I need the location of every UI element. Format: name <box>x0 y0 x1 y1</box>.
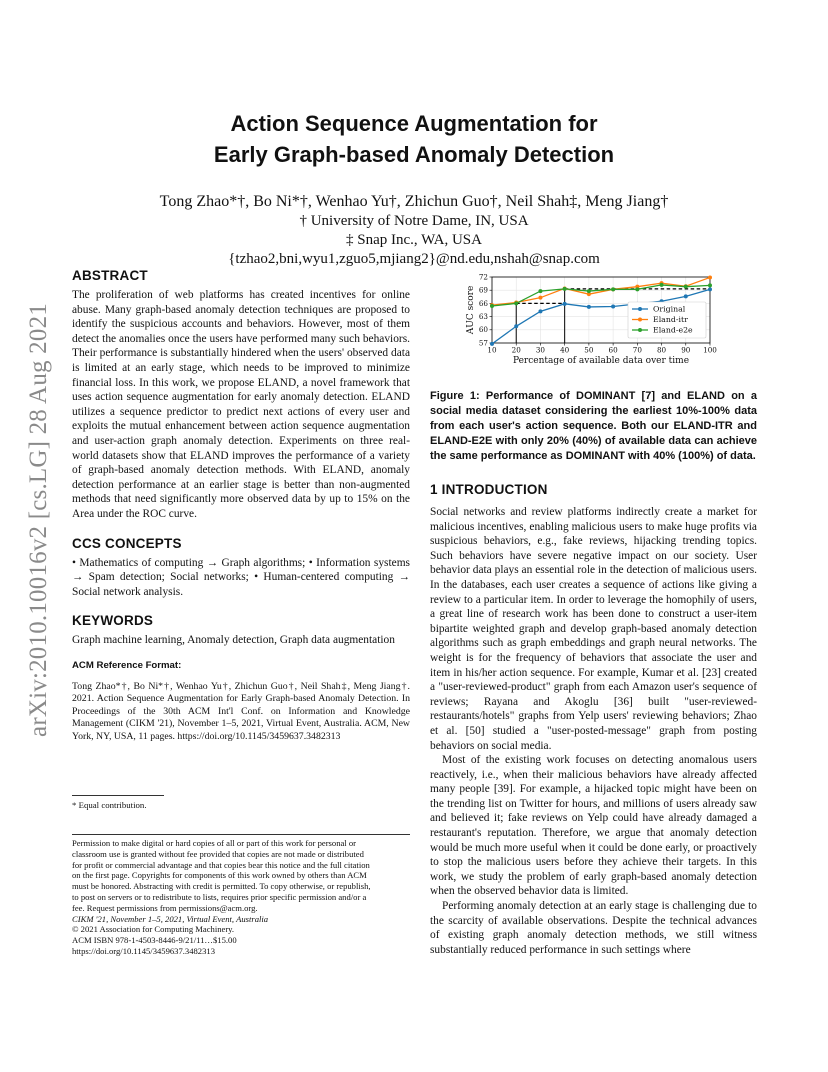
data-point <box>563 302 567 306</box>
arxiv-identifier: arXiv:2010.10016v2 [cs.LG] 28 Aug 2021 <box>25 303 52 737</box>
x-tick-label: 80 <box>656 345 667 355</box>
y-tick-label: 63 <box>478 312 488 321</box>
data-point <box>635 287 639 291</box>
permission-block <box>72 838 410 957</box>
x-tick-label: 40 <box>560 345 570 355</box>
keywords-text: Graph machine learning, Anomaly detection, Graph data augmentation <box>72 634 395 647</box>
figure-1-caption: Figure 1: Performance of DOMINANT [7] and ELAND on a social media dataset considering the earliest 10%-100% data from each user's action sequence. Both our ELAND-ITR and ELAND-E2E with only 20% (40%) of available data can achieve the same performance as DOMINANT with 40% (100%) of data. <box>430 390 757 462</box>
permission-line: classroom use is granted without fee provided that copies are not made or distributed <box>72 848 364 859</box>
reference-format-heading: ACM Reference Format: <box>72 659 182 671</box>
introduction-paragraph-3: Performing anomaly detection at an early stage is challenging due to the scarcity of available observations. Despite the technical advances of existing graph anomaly detection methods, we still witness substantially reduced performance in such settings where <box>430 900 757 956</box>
permission-line: must be honored. Abstracting with credit is permitted. To copy otherwise, or republish, <box>72 881 371 892</box>
data-point <box>490 342 494 346</box>
data-point <box>611 287 615 291</box>
permission-line: © 2021 Association for Computing Machinery. <box>72 924 235 935</box>
author-block <box>0 192 828 269</box>
data-point <box>684 285 688 289</box>
permission-line: for profit or commercial advantage and that copies bear this notice and the full citation <box>72 859 370 870</box>
introduction-heading: 1 INTRODUCTION <box>430 482 548 497</box>
permission-rule <box>72 834 410 835</box>
y-axis-label: AUC score <box>466 285 476 335</box>
left-column <box>72 268 410 753</box>
x-tick-label: 90 <box>681 345 691 355</box>
data-point <box>563 287 567 291</box>
y-tick-label: 60 <box>478 325 488 335</box>
x-tick-label: 70 <box>632 345 642 355</box>
x-tick-label: 10 <box>487 345 497 355</box>
x-tick-label: 30 <box>535 345 546 355</box>
permission-line: ACM ISBN 978-1-4503-8446-9/21/11…$15.00 <box>72 935 237 946</box>
data-point <box>514 301 518 305</box>
x-tick-label: 100 <box>703 345 717 355</box>
y-tick-label: 69 <box>478 285 488 295</box>
data-point <box>538 309 542 313</box>
footnote-rule <box>72 795 164 796</box>
data-point <box>708 283 712 287</box>
paper-title <box>0 108 828 170</box>
data-point <box>538 296 542 300</box>
abstract-heading: ABSTRACT <box>72 268 148 283</box>
x-tick-label: 50 <box>584 345 594 355</box>
abstract-text: The proliferation of web platforms has created incentives for online abuse. Many graph-based anomaly detection techniques are proposed to identify the suspicious accounts and behaviors. However, most of them detect the anomalies once the users have performed many such behaviors. Their performance is substantially hindered when the users' observed data is limited at an early stage, which needs to be improved to minimize financial loss. In this work, we propose ELAND, a novel framework that uses action sequence augmentation for early anomaly detection. ELAND utilizes a sequence predictor to predict next actions of every user and exploits the mutual enhancement between action sequence augmentation and user-action graph anomaly detection. Experiments on three real-world datasets show that ELAND improves the performance of a variety of graph-based anomaly detection methods. With ELAND, anomaly detection performance at an earlier stage is better than non-augmented methods that need significantly more observed data by up to 15% on the Area under the ROC curve. <box>72 289 410 520</box>
title-line-2: Early Graph-based Anomaly Detection <box>213 142 615 167</box>
auc-line-chart <box>430 270 757 375</box>
legend-marker <box>638 318 642 322</box>
data-point <box>708 275 712 279</box>
title-line-1: Action Sequence Augmentation for <box>230 111 598 136</box>
legend-marker <box>638 328 642 332</box>
introduction-paragraph-1: Social networks and review platforms indirectly create a market for malicious incentives, enabling malicious users to make huge profits via suspicious behaviors, e.g., fake reviews, hijacking trending topics. Such behaviors have severe negative impact on our society. User behavior data plays an essential role in the detection of malicious users. In the databases, each user creates a sequence of actions like giving a review to a particular item. In order to leverage the homophily of users, a great line of research work has been done to construct a user-item bipartite weighted graph and develop graph-based anomaly detection algorithms such as graph embeddings and graph neural networks. The weight is for the frequency of behaviors that associate the user and item in his/her action sequence. For example, Kumar et al. [23] created a "user-reviewed-product" graph from each Amazon user's sequence of reviews; Rayana and Akoglu [36] built "user-reviewed-restaurants/hotels" graphs from Yelp users' reviewing behaviors; Zhao et al. [50] studied a "user-posted-message" graph from posting behaviors on social media. <box>430 506 757 752</box>
x-axis-label: Percentage of available data over time <box>512 356 690 366</box>
x-tick-label: 20 <box>511 345 521 355</box>
legend-label: Eland-itr <box>653 315 688 325</box>
permission-line: Permission to make digital or hard copies of all or part of this work for personal or <box>72 838 357 848</box>
arxiv-sidebar <box>22 280 56 760</box>
y-tick-label: 57 <box>478 338 488 348</box>
data-point <box>538 289 542 293</box>
permission-line: to post on servers or to redistribute to lists, requires prior specific permission and/or a <box>72 891 367 902</box>
permission-line: on the first page. Copyrights for components of this work owned by others than ACM <box>72 870 367 881</box>
introduction-section <box>430 482 757 957</box>
ccs-text: • Mathematics of computing → Graph algorithms; • Information systems → Spam detection; Social networks; • Human-centered computing → Social network analysis. <box>72 556 410 598</box>
data-point <box>708 287 712 291</box>
permission-line: CIKM '21, November 1–5, 2021, Virtual Event, Australia <box>72 913 269 924</box>
affiliation-1: † University of Notre Dame, IN, USA <box>299 213 529 229</box>
y-tick-label: 72 <box>478 272 488 282</box>
introduction-paragraph-2: Most of the existing work focuses on detecting anomalous users reactively, i.e., when their malicious behaviors have already affected many people [39]. For example, a hijacked topic might have been on the trending list on Twitter for hours, and millions of users already saw and believed it; fake reviews on Yelp could have already damaged a restaurant's reputation. Therefore, we argue that anomaly detection would be much more useful when it could be done early, or proactively to stop the malicious users before they achieve their targets. In this work, we study the problem of early graph-based anomaly detection when the observed behavior data is limited. <box>430 754 757 898</box>
permission-line: fee. Request permissions from permissions@acm.org. <box>72 902 258 913</box>
y-tick-label: 66 <box>478 298 488 308</box>
legend-label: Original <box>653 304 686 314</box>
affiliation-2: ‡ Snap Inc., WA, USA <box>346 232 482 248</box>
footnote-equal-contribution: * Equal contribution. <box>72 800 147 810</box>
figure-1 <box>430 270 757 375</box>
author-list: Tong Zhao*†, Bo Ni*†, Wenhao Yu†, Zhichun Guo†, Neil Shah‡, Meng Jiang† <box>159 193 669 210</box>
data-point <box>684 294 688 298</box>
series-line <box>492 277 710 305</box>
data-point <box>660 283 664 287</box>
legend-label: Eland-e2e <box>653 325 693 335</box>
data-point <box>587 305 591 309</box>
permission-line: https://doi.org/10.1145/3459637.3482313 <box>72 945 215 956</box>
keywords-heading: KEYWORDS <box>72 613 154 629</box>
reference-format-text: Tong Zhao*†, Bo Ni*†, Wenhao Yu†, Zhichun Guo†, Neil Shah‡, Meng Jiang†. 2021. Action Sequence Augmentation for Early Graph-based Anomaly Detection. In Proceedings of the 30th ACM Int'l Conf. on Information and Knowledge Management (CIKM '21), November 1–5, 2021, Virtual Event, Australia. ACM, New York, NY, USA, 11 pages. https://doi.org/10.1145/3459637.3482313 <box>72 680 410 743</box>
x-tick-label: 60 <box>608 345 618 355</box>
author-emails: {tzhao2,bni,wyu1,zguo5,mjiang2}@nd.edu,nshah@snap.com <box>228 251 600 267</box>
data-point <box>611 304 615 308</box>
legend-marker <box>638 307 642 311</box>
data-point <box>490 304 494 308</box>
data-point <box>514 324 518 328</box>
ccs-heading: CCS CONCEPTS <box>72 535 182 551</box>
data-point <box>587 289 591 293</box>
